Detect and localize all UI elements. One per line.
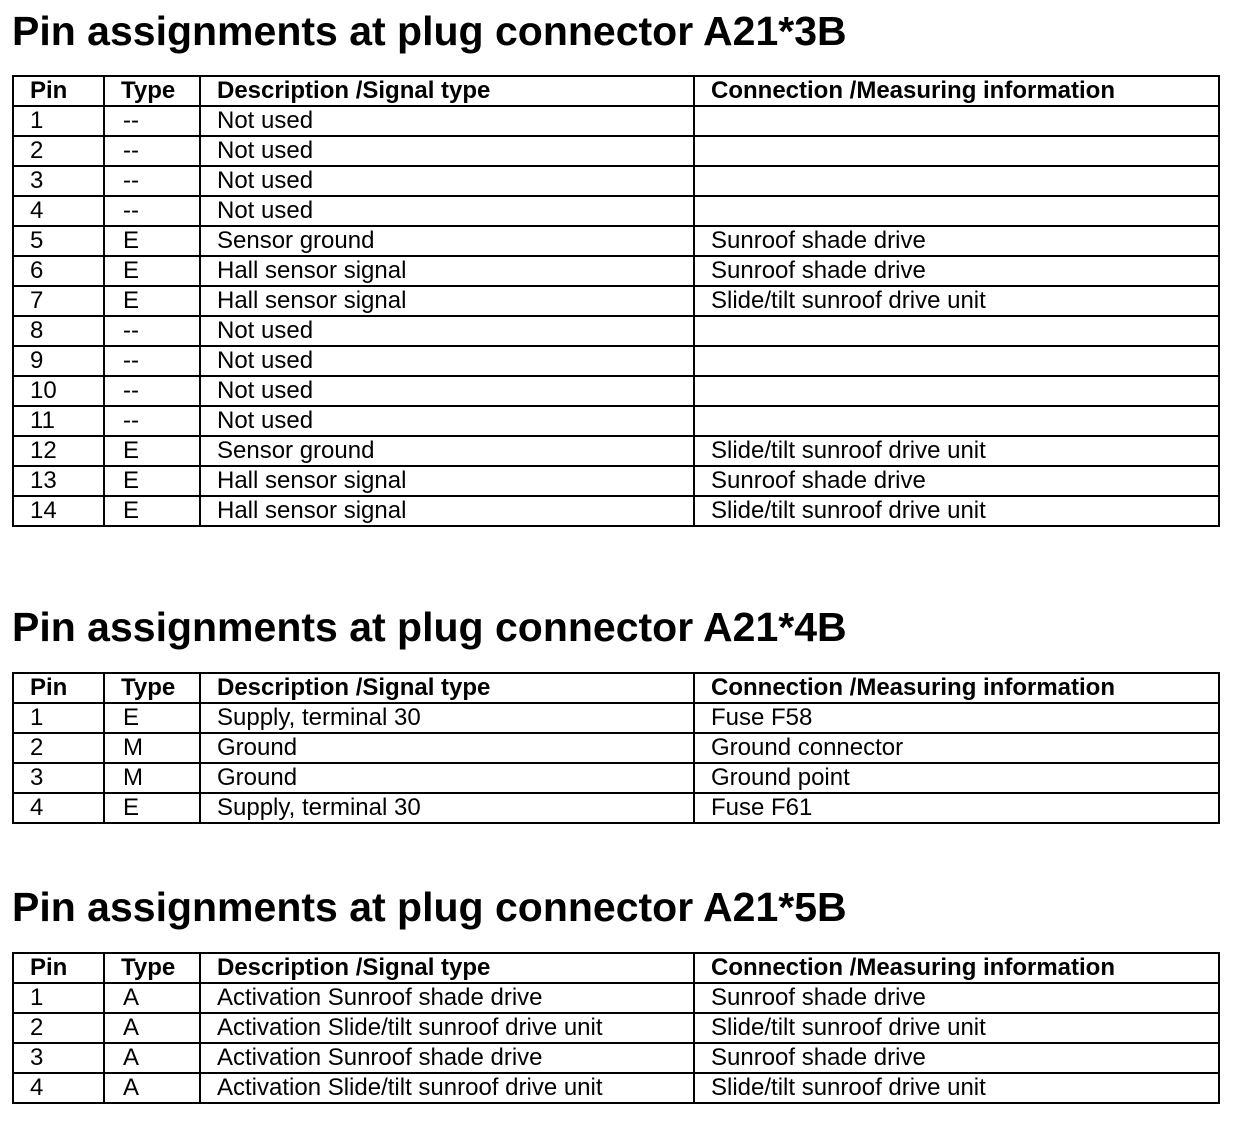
type-cell: A [104, 1073, 200, 1103]
connection-cell: Sunroof shade drive [694, 226, 1219, 256]
description-cell: Not used [200, 346, 694, 376]
table-header-row [13, 953, 1219, 983]
pin-cell: 2 [13, 733, 104, 763]
type-cell: -- [104, 406, 200, 436]
column-header-type: Type [104, 673, 200, 703]
connection-cell [694, 166, 1219, 196]
description-cell: Ground [200, 763, 694, 793]
type-cell: -- [104, 136, 200, 166]
pin-cell: 6 [13, 256, 104, 286]
description-cell: Not used [200, 136, 694, 166]
pin-cell: 1 [13, 106, 104, 136]
pin-table-a21-5b [12, 952, 1220, 1104]
pin-cell: 1 [13, 983, 104, 1013]
type-cell: -- [104, 106, 200, 136]
table-row [13, 166, 1219, 196]
type-cell: A [104, 983, 200, 1013]
connection-cell [694, 316, 1219, 346]
connection-cell: Slide/tilt sunroof drive unit [694, 1073, 1219, 1103]
description-cell: Activation Sunroof shade drive [200, 1043, 694, 1073]
table-row [13, 733, 1219, 763]
table-row [13, 496, 1219, 526]
table-row [13, 346, 1219, 376]
description-cell: Hall sensor signal [200, 496, 694, 526]
connection-cell [694, 346, 1219, 376]
table-row [13, 196, 1219, 226]
connection-cell: Slide/tilt sunroof drive unit [694, 496, 1219, 526]
connection-cell [694, 196, 1219, 226]
column-header-connection: Connection /Measuring information [694, 673, 1219, 703]
table-row [13, 466, 1219, 496]
description-cell: Ground [200, 733, 694, 763]
description-cell: Supply, terminal 30 [200, 703, 694, 733]
description-cell: Hall sensor signal [200, 256, 694, 286]
pin-cell: 8 [13, 316, 104, 346]
description-cell: Not used [200, 376, 694, 406]
connection-cell [694, 376, 1219, 406]
description-cell: Not used [200, 406, 694, 436]
pin-cell: 2 [13, 1013, 104, 1043]
table-row [13, 703, 1219, 733]
table-header-row [13, 76, 1219, 106]
pin-cell: 5 [13, 226, 104, 256]
description-cell: Not used [200, 196, 694, 226]
table-header-row [13, 673, 1219, 703]
pin-cell: 11 [13, 406, 104, 436]
section-title-a21-3b: Pin assignments at plug connector A21*3B [12, 8, 847, 54]
connection-cell: Sunroof shade drive [694, 256, 1219, 286]
column-header-pin: Pin [13, 953, 104, 983]
pin-cell: 2 [13, 136, 104, 166]
table-row [13, 983, 1219, 1013]
pin-cell: 4 [13, 196, 104, 226]
table-row [13, 376, 1219, 406]
column-header-description: Description /Signal type [200, 953, 694, 983]
table-row [13, 793, 1219, 823]
description-cell: Not used [200, 106, 694, 136]
type-cell: E [104, 466, 200, 496]
column-header-type: Type [104, 953, 200, 983]
connection-cell [694, 106, 1219, 136]
pin-cell: 14 [13, 496, 104, 526]
column-header-pin: Pin [13, 673, 104, 703]
table-row [13, 436, 1219, 466]
connection-cell: Sunroof shade drive [694, 983, 1219, 1013]
type-cell: M [104, 763, 200, 793]
connection-cell [694, 406, 1219, 436]
table-row [13, 316, 1219, 346]
type-cell: M [104, 733, 200, 763]
connection-cell: Fuse F58 [694, 703, 1219, 733]
pin-cell: 4 [13, 1073, 104, 1103]
connection-cell: Sunroof shade drive [694, 1043, 1219, 1073]
pin-table-a21-3b [12, 75, 1220, 527]
type-cell: E [104, 436, 200, 466]
column-header-description: Description /Signal type [200, 673, 694, 703]
table-row [13, 226, 1219, 256]
table-row [13, 136, 1219, 166]
pin-cell: 4 [13, 793, 104, 823]
column-header-connection: Connection /Measuring information [694, 76, 1219, 106]
description-cell: Not used [200, 316, 694, 346]
table-row [13, 1073, 1219, 1103]
type-cell: E [104, 793, 200, 823]
column-header-type: Type [104, 76, 200, 106]
type-cell: -- [104, 316, 200, 346]
connection-cell: Ground connector [694, 733, 1219, 763]
section-title-a21-5b: Pin assignments at plug connector A21*5B [12, 884, 847, 930]
pin-cell: 3 [13, 166, 104, 196]
type-cell: -- [104, 196, 200, 226]
table-row [13, 406, 1219, 436]
description-cell: Hall sensor signal [200, 286, 694, 316]
description-cell: Sensor ground [200, 436, 694, 466]
description-cell: Hall sensor signal [200, 466, 694, 496]
type-cell: -- [104, 166, 200, 196]
connection-cell [694, 136, 1219, 166]
type-cell: E [104, 286, 200, 316]
table-row [13, 286, 1219, 316]
description-cell: Not used [200, 166, 694, 196]
description-cell: Activation Slide/tilt sunroof drive unit [200, 1073, 694, 1103]
description-cell: Activation Slide/tilt sunroof drive unit [200, 1013, 694, 1043]
type-cell: A [104, 1013, 200, 1043]
table-row [13, 763, 1219, 793]
connection-cell: Fuse F61 [694, 793, 1219, 823]
connection-cell: Slide/tilt sunroof drive unit [694, 436, 1219, 466]
pin-cell: 13 [13, 466, 104, 496]
column-header-pin: Pin [13, 76, 104, 106]
type-cell: A [104, 1043, 200, 1073]
pin-cell: 3 [13, 1043, 104, 1073]
type-cell: E [104, 226, 200, 256]
table-row [13, 1043, 1219, 1073]
description-cell: Activation Sunroof shade drive [200, 983, 694, 1013]
connection-cell: Slide/tilt sunroof drive unit [694, 286, 1219, 316]
pin-cell: 10 [13, 376, 104, 406]
section-title-a21-4b: Pin assignments at plug connector A21*4B [12, 604, 847, 650]
pin-cell: 3 [13, 763, 104, 793]
pin-cell: 1 [13, 703, 104, 733]
column-header-connection: Connection /Measuring information [694, 953, 1219, 983]
connection-cell: Sunroof shade drive [694, 466, 1219, 496]
type-cell: E [104, 256, 200, 286]
description-cell: Supply, terminal 30 [200, 793, 694, 823]
type-cell: E [104, 496, 200, 526]
table-row [13, 1013, 1219, 1043]
table-row [13, 106, 1219, 136]
pin-cell: 9 [13, 346, 104, 376]
type-cell: E [104, 703, 200, 733]
description-cell: Sensor ground [200, 226, 694, 256]
pin-cell: 12 [13, 436, 104, 466]
connection-cell: Ground point [694, 763, 1219, 793]
pin-table-a21-4b [12, 672, 1220, 824]
type-cell: -- [104, 376, 200, 406]
table-row [13, 256, 1219, 286]
type-cell: -- [104, 346, 200, 376]
column-header-description: Description /Signal type [200, 76, 694, 106]
pin-cell: 7 [13, 286, 104, 316]
connection-cell: Slide/tilt sunroof drive unit [694, 1013, 1219, 1043]
